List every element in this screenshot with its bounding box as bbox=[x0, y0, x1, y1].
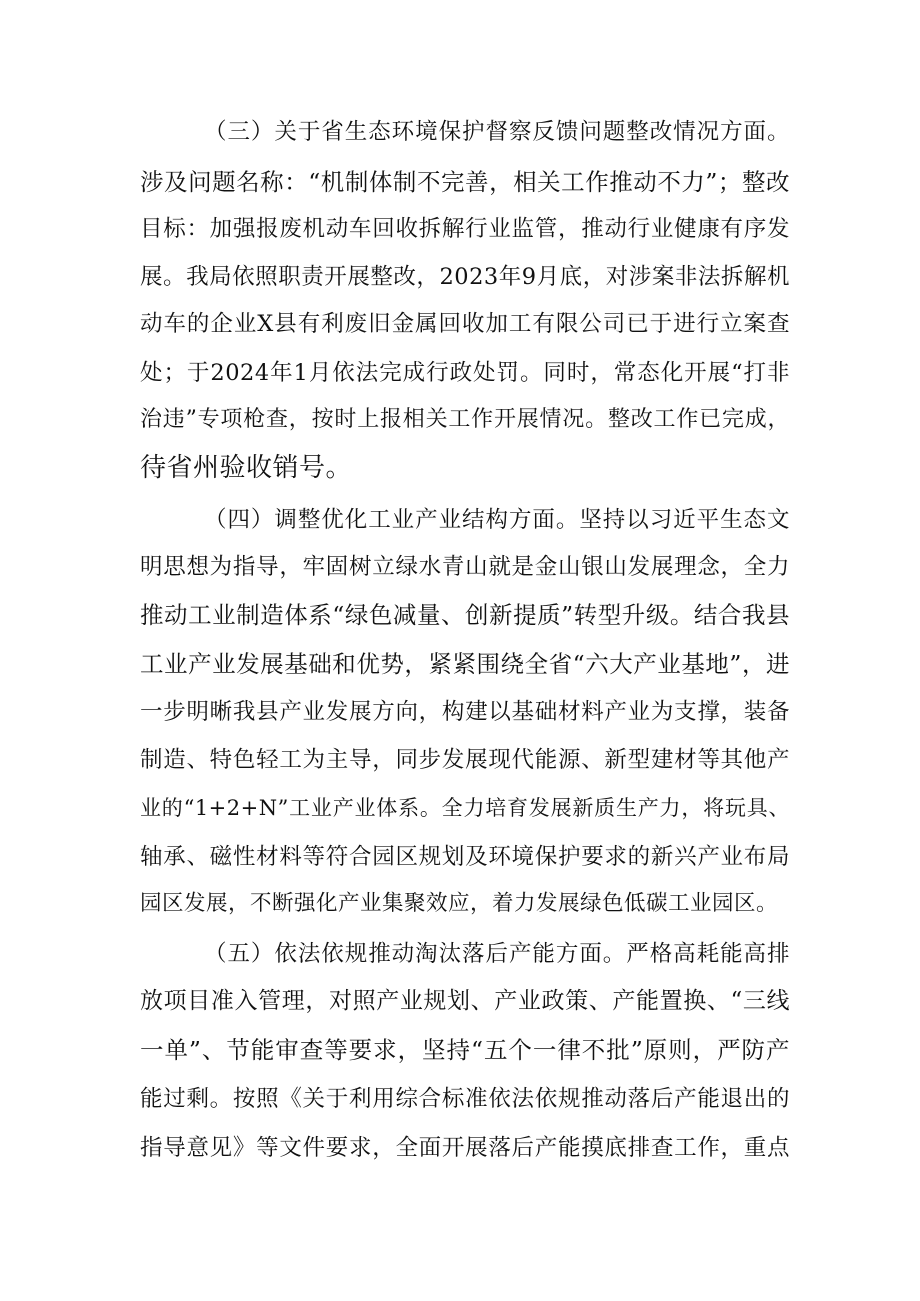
paragraph-3-line-5: 指导意见》等文件要求，全面开展落后产能摸底排查工作，重点 bbox=[140, 1135, 790, 1161]
paragraph-3-line-2: 放项目准入管理，对照产业规划、产业政策、产能置换、“三线 bbox=[140, 988, 790, 1014]
paragraph-2-line-2: 明思想为指导，牢固树立绿水青山就是金山银山发展理念，全力 bbox=[140, 554, 790, 580]
paragraph-3-line-1: （五）依法依规推动淘汰落后产能方面。严格高耗能高排 bbox=[204, 941, 790, 967]
paragraph-3-line-3: 一单”、节能审查等要求，坚持“五个一律不批”原则，严防产 bbox=[140, 1036, 790, 1064]
paragraph-2-line-8: 轴承、磁性材料等符合园区规划及环境保护要求的新兴产业布局 bbox=[140, 844, 790, 870]
paragraph-2-line-1: （四）调整优化工业产业结构方面。坚持以习近平生态文 bbox=[204, 507, 790, 533]
paragraph-1-line-2: 涉及问题名称：“机制体制不完善，相关工作推动不力”；整改 bbox=[140, 168, 790, 196]
paragraph-1-line-3: 目标：加强报废机动车回收拆解行业监管，推动行业健康有序发 bbox=[140, 216, 790, 242]
paragraph-1-line-5: 动车的企业X县有利废旧金属回收加工有限公司已于进行立案查 bbox=[140, 311, 790, 337]
paragraph-2-line-7: 业的“1+2+N”工业产业体系。全力培育发展新质生产力，将玩具、 bbox=[140, 796, 790, 820]
paragraph-2-line-3: 推动工业制造体系“绿色减量、创新提质”转型升级。结合我县 bbox=[140, 601, 790, 629]
paragraph-1-line-1: （三）关于省生态环境保护督察反馈问题整改情况方面。 bbox=[204, 119, 790, 145]
paragraph-2-line-4: 工业产业发展基础和优势，紧紧围绕全省“六大产业基地”，进 bbox=[140, 650, 790, 678]
paragraph-3-line-4: 能过剩。按照《关于利用综合标准依法依规推动落后产能退出的 bbox=[140, 1086, 790, 1112]
paragraph-1-line-6: 处；于2024年1月依法完成行政处罚。同时，常态化开展“打非 bbox=[140, 360, 790, 386]
paragraph-2-line-6: 制造、特色轻工为主导，同步发展现代能源、新型建材等其他产 bbox=[140, 747, 790, 773]
paragraph-1-line-7: 治违”专项枪查，按时上报相关工作开展情况。整改工作已完成， bbox=[140, 407, 790, 432]
paragraph-1-line-4: 展。我局依照职责开展整改，2023年9月底，对涉案非法拆解机 bbox=[140, 264, 790, 290]
paragraph-2-line-5: 一步明晰我县产业发展方向，构建以基础材料产业为支撑，装备 bbox=[140, 699, 790, 725]
paragraph-1-line-8: 待省州验收销号。 bbox=[140, 453, 353, 483]
paragraph-2-line-9: 园区发展，不断强化产业集聚效应，着力发展绿色低碳工业园区。 bbox=[140, 891, 779, 916]
